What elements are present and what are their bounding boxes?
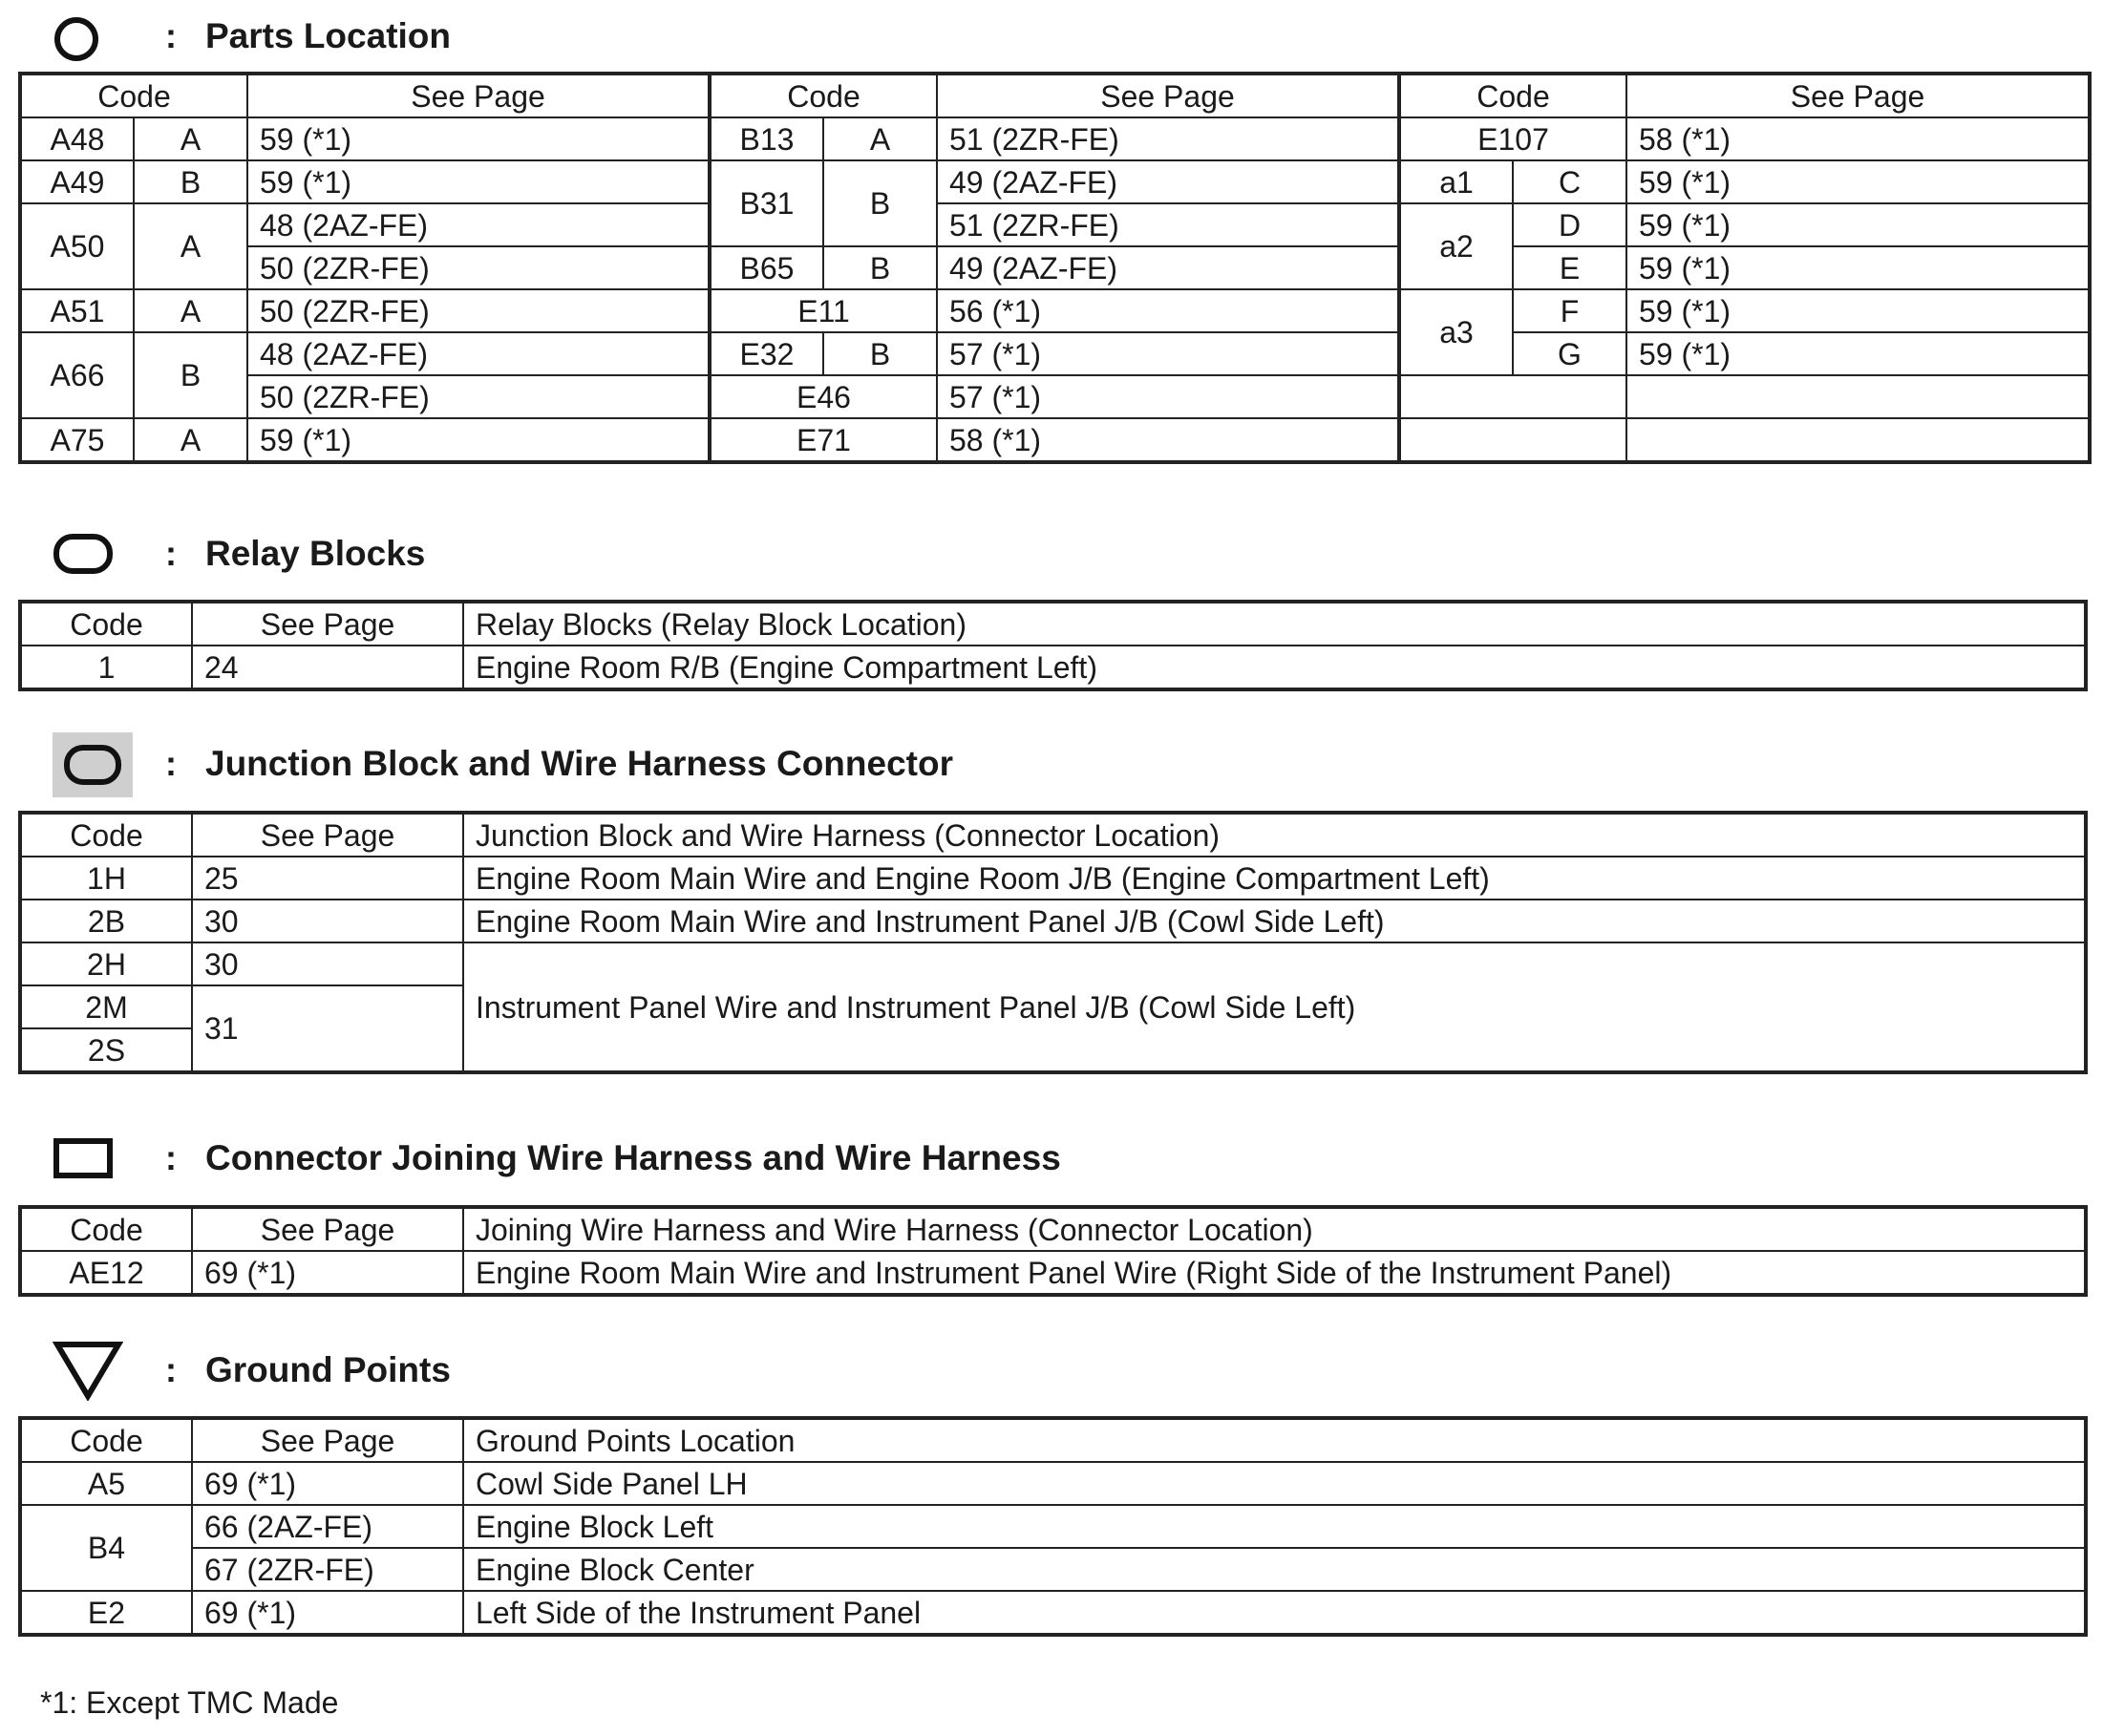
- footnote: *1: Except TMC Made: [40, 1685, 339, 1720]
- code-cell: B13: [710, 117, 823, 160]
- sub-code-cell: B: [823, 332, 937, 375]
- code-cell: A51: [20, 289, 134, 332]
- code-cell: A49: [20, 160, 134, 203]
- col-header-code: Code: [20, 1207, 192, 1251]
- table-row: [20, 1505, 2086, 1548]
- col-header-code: Code: [20, 813, 192, 857]
- see-page-cell: 51 (2ZR-FE): [937, 203, 1399, 246]
- see-page-cell: 56 (*1): [937, 289, 1399, 332]
- junction-block-table: [18, 811, 2088, 1074]
- description-cell: Engine Room R/B (Engine Compartment Left): [463, 646, 2086, 689]
- section-title: Ground Points: [205, 1350, 451, 1389]
- col-header-see-page: See Page: [247, 74, 710, 117]
- col-header-code: Code: [20, 74, 247, 117]
- sub-code-cell: B: [134, 160, 247, 203]
- see-page-cell: 48 (2AZ-FE): [247, 203, 710, 246]
- sub-code-cell: E: [1513, 246, 1626, 289]
- heading-colon: :: [165, 16, 177, 55]
- table-row: [20, 900, 2086, 942]
- code-cell: B4: [20, 1505, 192, 1591]
- code-cell: 1: [20, 646, 192, 689]
- code-cell: A50: [20, 203, 134, 289]
- empty-cell: [1399, 418, 1626, 462]
- see-page-cell: 59 (*1): [247, 160, 710, 203]
- see-page-cell: 59 (*1): [247, 418, 710, 462]
- empty-cell: [1399, 375, 1626, 418]
- section-title: Junction Block and Wire Harness Connector: [205, 744, 953, 783]
- see-page-cell: 51 (2ZR-FE): [937, 117, 1399, 160]
- code-cell: E11: [710, 289, 937, 332]
- see-page-cell: 59 (*1): [1626, 203, 2090, 246]
- see-page-cell: 67 (2ZR-FE): [192, 1548, 463, 1591]
- see-page-cell: 69 (*1): [192, 1591, 463, 1635]
- col-header-code: Code: [1399, 74, 1626, 117]
- code-cell: 2H: [20, 942, 192, 985]
- see-page-cell: 57 (*1): [937, 332, 1399, 375]
- col-header-see-page: See Page: [192, 813, 463, 857]
- code-cell: E46: [710, 375, 937, 418]
- code-cell: B65: [710, 246, 823, 289]
- table-row: [20, 646, 2086, 689]
- heading-colon: :: [165, 744, 177, 783]
- sub-code-cell: A: [134, 203, 247, 289]
- see-page-cell: 59 (*1): [1626, 289, 2090, 332]
- table-row: [20, 1251, 2086, 1295]
- see-page-cell: 50 (2ZR-FE): [247, 246, 710, 289]
- ground-points-table: [18, 1416, 2088, 1637]
- col-header-code: Code: [20, 602, 192, 646]
- description-cell: Engine Room Main Wire and Engine Room J/B (Engine Compartment Left): [463, 857, 2086, 900]
- see-page-cell: 25: [192, 857, 463, 900]
- table-row: [20, 246, 2090, 289]
- connector-joining-table: [18, 1205, 2088, 1297]
- see-page-cell: 66 (2AZ-FE): [192, 1505, 463, 1548]
- sub-code-cell: G: [1513, 332, 1626, 375]
- table-row: [20, 1591, 2086, 1635]
- table-row: [20, 289, 2090, 332]
- rounded-rect-symbol-icon: [53, 533, 114, 575]
- col-header-code: Code: [710, 74, 937, 117]
- code-cell: E107: [1399, 117, 1626, 160]
- table-header-row: [20, 813, 2086, 857]
- see-page-cell: 59 (*1): [1626, 160, 2090, 203]
- see-page-cell: 49 (2AZ-FE): [937, 160, 1399, 203]
- code-cell: A66: [20, 332, 134, 418]
- col-header-see-page: See Page: [192, 1418, 463, 1462]
- see-page-cell: 30: [192, 942, 463, 985]
- sub-code-cell: A: [134, 117, 247, 160]
- table-header-row: [20, 1418, 2086, 1462]
- empty-cell: [1626, 418, 2090, 462]
- table-row: [20, 203, 2090, 246]
- section-title: Relay Blocks: [205, 534, 426, 573]
- col-header-description: Relay Blocks (Relay Block Location): [463, 602, 2086, 646]
- col-header-see-page: See Page: [937, 74, 1399, 117]
- code-cell: 2S: [20, 1028, 192, 1072]
- table-header-row: [20, 602, 2086, 646]
- code-cell: A48: [20, 117, 134, 160]
- parts-location-table: [18, 72, 2092, 464]
- sub-code-cell: B: [823, 160, 937, 246]
- code-cell: a1: [1399, 160, 1513, 203]
- see-page-cell: 58 (*1): [1626, 117, 2090, 160]
- see-page-cell: 50 (2ZR-FE): [247, 289, 710, 332]
- see-page-cell: 69 (*1): [192, 1462, 463, 1505]
- shaded-rounded-rect-symbol-icon: [53, 732, 133, 797]
- heading-colon: :: [165, 534, 177, 573]
- heading-colon: :: [165, 1350, 177, 1389]
- col-header-code: Code: [20, 1418, 192, 1462]
- table-row: [20, 332, 2090, 375]
- sub-code-cell: A: [823, 117, 937, 160]
- description-cell: Engine Block Left: [463, 1505, 2086, 1548]
- description-cell: Engine Room Main Wire and Instrument Panel Wire (Right Side of the Instrument Panel): [463, 1251, 2086, 1295]
- code-cell: AE12: [20, 1251, 192, 1295]
- col-header-see-page: See Page: [192, 1207, 463, 1251]
- sub-code-cell: A: [134, 418, 247, 462]
- table-header-row: [20, 1207, 2086, 1251]
- table-row: [20, 117, 2090, 160]
- sub-code-cell: B: [823, 246, 937, 289]
- sub-code-cell: D: [1513, 203, 1626, 246]
- description-cell: Cowl Side Panel LH: [463, 1462, 2086, 1505]
- triangle-symbol-icon: [53, 1340, 123, 1401]
- sub-code-cell: A: [134, 289, 247, 332]
- see-page-cell: 50 (2ZR-FE): [247, 375, 710, 418]
- table-row: [20, 1548, 2086, 1591]
- see-page-cell: 31: [192, 985, 463, 1072]
- description-cell: Left Side of the Instrument Panel: [463, 1591, 2086, 1635]
- section-title: Connector Joining Wire Harness and Wire Harness: [205, 1138, 1061, 1177]
- circle-symbol-icon: [53, 15, 100, 63]
- table-row: [20, 1462, 2086, 1505]
- code-cell: B31: [710, 160, 823, 246]
- table-row: [20, 160, 2090, 203]
- sub-code-cell: C: [1513, 160, 1626, 203]
- empty-cell: [1626, 375, 2090, 418]
- sub-code-cell: F: [1513, 289, 1626, 332]
- heading-colon: :: [165, 1138, 177, 1177]
- col-header-description: Junction Block and Wire Harness (Connector Location): [463, 813, 2086, 857]
- table-row: [20, 942, 2086, 985]
- see-page-cell: 48 (2AZ-FE): [247, 332, 710, 375]
- code-cell: 2M: [20, 985, 192, 1028]
- code-cell: E32: [710, 332, 823, 375]
- code-cell: a2: [1399, 203, 1513, 289]
- col-header-description: Ground Points Location: [463, 1418, 2086, 1462]
- description-cell: Engine Block Center: [463, 1548, 2086, 1591]
- square-symbol-icon: [53, 1137, 114, 1179]
- code-cell: 2B: [20, 900, 192, 942]
- code-cell: A75: [20, 418, 134, 462]
- table-row: [20, 857, 2086, 900]
- see-page-cell: 24: [192, 646, 463, 689]
- see-page-cell: 49 (2AZ-FE): [937, 246, 1399, 289]
- code-cell: E2: [20, 1591, 192, 1635]
- see-page-cell: 59 (*1): [247, 117, 710, 160]
- see-page-cell: 69 (*1): [192, 1251, 463, 1295]
- code-cell: 1H: [20, 857, 192, 900]
- see-page-cell: 57 (*1): [937, 375, 1399, 418]
- see-page-cell: 58 (*1): [937, 418, 1399, 462]
- col-header-see-page: See Page: [192, 602, 463, 646]
- description-cell: Instrument Panel Wire and Instrument Panel J/B (Cowl Side Left): [463, 942, 2086, 1072]
- code-cell: E71: [710, 418, 937, 462]
- relay-blocks-table: [18, 600, 2088, 691]
- code-cell: a3: [1399, 289, 1513, 375]
- col-header-description: Joining Wire Harness and Wire Harness (Connector Location): [463, 1207, 2086, 1251]
- code-cell: A5: [20, 1462, 192, 1505]
- section-title: Parts Location: [205, 16, 451, 55]
- table-row: [20, 375, 2090, 418]
- table-row: [20, 418, 2090, 462]
- col-header-see-page: See Page: [1626, 74, 2090, 117]
- table-header-row: [20, 74, 2090, 117]
- description-cell: Engine Room Main Wire and Instrument Panel J/B (Cowl Side Left): [463, 900, 2086, 942]
- sub-code-cell: B: [134, 332, 247, 418]
- see-page-cell: 59 (*1): [1626, 246, 2090, 289]
- see-page-cell: 30: [192, 900, 463, 942]
- see-page-cell: 59 (*1): [1626, 332, 2090, 375]
